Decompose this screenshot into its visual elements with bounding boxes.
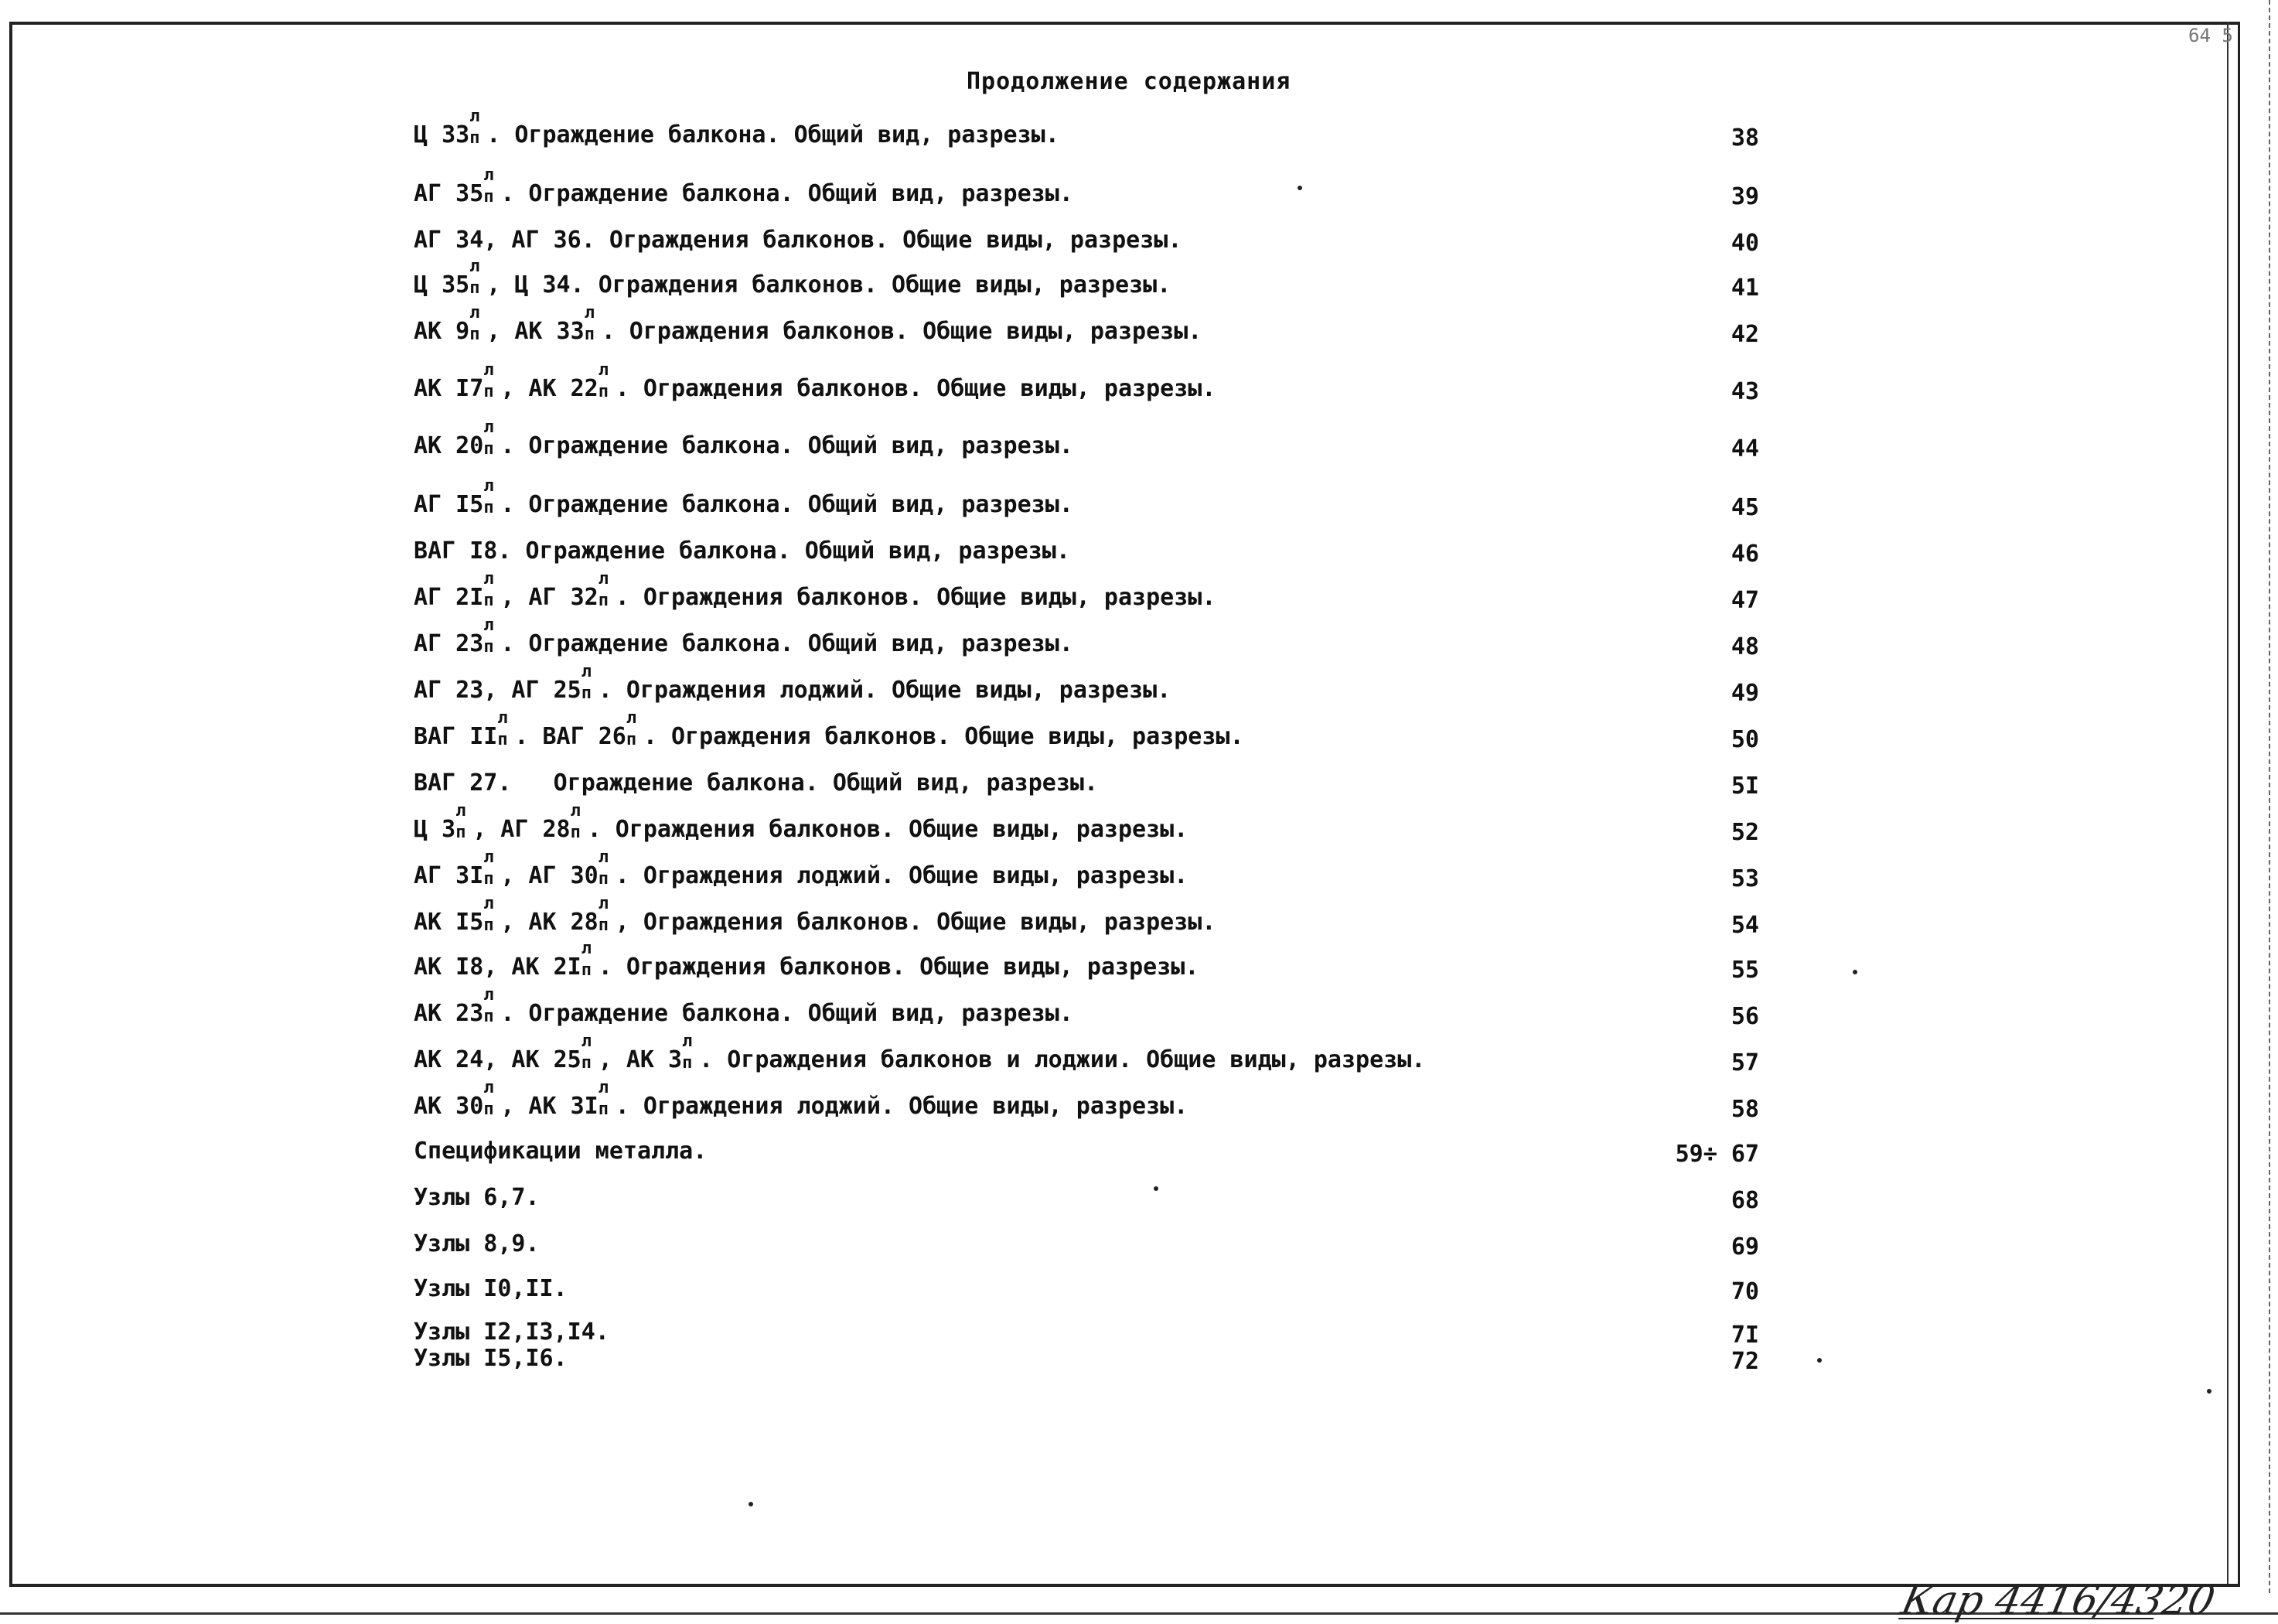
- toc-entry: АК 20 л п . Ограждение балкона. Общий вид, разрезы.: [414, 418, 1073, 459]
- scan-speck: [2207, 1389, 2212, 1394]
- index-suffix: л п: [469, 257, 480, 298]
- index-suffix: л п: [598, 894, 609, 935]
- toc-page: 53: [1731, 865, 1759, 892]
- toc-page: 69: [1731, 1233, 1759, 1261]
- index-suffix: л п: [483, 1078, 494, 1119]
- toc-page: 40: [1731, 230, 1759, 257]
- scan-speck: [1817, 1358, 1822, 1363]
- toc-page: 59÷ 67: [1675, 1141, 1759, 1168]
- index-suffix: л п: [598, 1078, 609, 1119]
- index-suffix: л п: [581, 939, 592, 980]
- index-suffix: л п: [570, 801, 581, 842]
- toc-row: [414, 1227, 1759, 1261]
- toc-entry: ВАГ 27. Ограждение балкона. Общий вид, разрезы.: [414, 769, 1099, 797]
- toc-row: [414, 165, 1759, 210]
- index-suffix: л п: [581, 1032, 592, 1073]
- index-suffix: л п: [483, 985, 494, 1026]
- toc-entry: АГ I5 л п . Ограждение балкона. Общий вид, разрезы.: [414, 476, 1073, 518]
- toc-row: [414, 1271, 1759, 1305]
- toc-row: [414, 360, 1759, 405]
- toc-row: [414, 303, 1759, 348]
- toc-row: [414, 616, 1759, 660]
- index-suffix: л п: [483, 569, 494, 610]
- toc-entry: Ц 3 л п , АГ 28 л п . Ограждения балконов. Общие виды, разрезы.: [414, 801, 1188, 843]
- toc-row: [414, 1180, 1759, 1214]
- index-suffix: л п: [483, 418, 494, 459]
- toc-page: 5I: [1731, 773, 1759, 800]
- index-suffix: л п: [598, 569, 609, 610]
- index-suffix: л п: [598, 848, 609, 889]
- toc-entry: АК I8, АК 2I л п . Ограждения балконов. Общие виды, разрезы.: [414, 939, 1199, 981]
- toc-row: [414, 766, 1759, 800]
- toc-page: 58: [1731, 1096, 1759, 1123]
- toc-page: 47: [1731, 587, 1759, 614]
- toc-entry: Узлы I5,I6.: [414, 1345, 568, 1372]
- toc-entry: АК 24, АК 25 л п , АК 3 л п . Ограждения балконов и лоджии. Общие виды, разрезы.: [414, 1032, 1426, 1073]
- toc-page: 70: [1731, 1278, 1759, 1305]
- index-suffix: л п: [483, 476, 494, 517]
- toc-page: 49: [1731, 680, 1759, 707]
- toc-page: 68: [1731, 1187, 1759, 1214]
- scan-speck: [1298, 186, 1302, 190]
- index-suffix: л п: [598, 360, 609, 401]
- toc-page: 54: [1731, 912, 1759, 939]
- index-suffix: л п: [483, 848, 494, 889]
- toc-row: [414, 534, 1759, 568]
- archive-stamp: Кар 4416/4320: [1897, 1578, 2219, 1624]
- toc-entry: Ц 35 л п , Ц 34. Ограждения балконов. Общие виды, разрезы.: [414, 257, 1171, 299]
- toc-entry: Узлы I0,II.: [414, 1275, 568, 1302]
- toc-page: 50: [1731, 726, 1759, 753]
- index-suffix: л п: [455, 801, 466, 842]
- toc-entry: АК 9 л п , АК 33 л п . Ограждения балконов. Общие виды, разрезы.: [414, 303, 1202, 345]
- toc-row: [414, 848, 1759, 892]
- toc-entry: АК 23 л п . Ограждение балкона. Общий вид, разрезы.: [414, 985, 1073, 1027]
- toc-page: 57: [1731, 1049, 1759, 1076]
- index-suffix: л п: [584, 303, 595, 344]
- toc-entry: АГ 23, АГ 25 л п . Ограждения лоджий. Общие виды, разрезы.: [414, 662, 1171, 704]
- toc-row: [414, 569, 1759, 614]
- toc-page: 48: [1731, 633, 1759, 660]
- scan-speck: [749, 1502, 753, 1506]
- toc-page: 45: [1731, 494, 1759, 521]
- toc-page: 39: [1731, 183, 1759, 210]
- toc-row: [414, 1078, 1759, 1123]
- toc-page: 43: [1731, 378, 1759, 405]
- index-suffix: л п: [581, 662, 592, 703]
- corner-code: 64 5: [2188, 25, 2233, 46]
- index-suffix: л п: [682, 1032, 693, 1073]
- toc-page: 41: [1731, 275, 1759, 302]
- toc-row: [414, 107, 1759, 152]
- toc-row: [414, 894, 1759, 939]
- toc-entry: Узлы 8,9.: [414, 1230, 540, 1257]
- toc-row: [414, 939, 1759, 984]
- toc-page: 55: [1731, 957, 1759, 984]
- frame-right-line: [2227, 22, 2229, 1584]
- toc-entry: ВАГ I8. Ограждение балкона. Общий вид, разрезы.: [414, 537, 1070, 565]
- scan-speck: [1853, 970, 1857, 974]
- toc-page: 56: [1731, 1003, 1759, 1030]
- sheet-edge-mark: [2269, 0, 2270, 1593]
- index-suffix: л п: [497, 708, 508, 749]
- page-title: Продолжение содержания: [967, 68, 1291, 95]
- toc-entry: АГ 23 л п . Ограждение балкона. Общий вид, разрезы.: [414, 616, 1073, 657]
- toc-entry: АГ 2I л п , АГ 32 л п . Ограждения балконов. Общие виды, разрезы.: [414, 569, 1216, 611]
- toc-entry: АГ 3I л п , АГ 30 л п . Ограждения лоджий. Общие виды, разрезы.: [414, 848, 1188, 889]
- index-suffix: л п: [483, 894, 494, 935]
- toc-page: 52: [1731, 819, 1759, 846]
- toc-page: 7I: [1731, 1322, 1759, 1349]
- toc-page: 46: [1731, 541, 1759, 568]
- toc-row: [414, 708, 1759, 753]
- index-suffix: л п: [469, 303, 480, 344]
- index-suffix: л п: [483, 616, 494, 657]
- toc-row: [414, 801, 1759, 846]
- toc-page: 72: [1731, 1348, 1759, 1375]
- toc-row: [414, 985, 1759, 1030]
- toc-entry: АГ 35 л п . Ограждение балкона. Общий вид, разрезы.: [414, 165, 1073, 207]
- toc-entry: Ц 33 л п . Ограждение балкона. Общий вид, разрезы.: [414, 107, 1059, 148]
- toc-page: 44: [1731, 435, 1759, 462]
- toc-row: [414, 223, 1759, 257]
- toc-entry: Узлы I2,I3,I4.: [414, 1319, 609, 1346]
- toc-row: [414, 1341, 1759, 1375]
- toc-entry: АК I5 л п , АК 28 л п , Ограждения балконов. Общие виды, разрезы.: [414, 894, 1216, 936]
- toc-entry: АК I7 л п , АК 22 л п . Ограждения балконов. Общие виды, разрезы.: [414, 360, 1216, 402]
- toc-entry: Узлы 6,7.: [414, 1184, 540, 1211]
- toc-row: [414, 1134, 1759, 1168]
- scan-speck: [1154, 1186, 1158, 1191]
- toc-page: 38: [1731, 125, 1759, 152]
- index-suffix: л п: [626, 708, 637, 749]
- toc-page: 42: [1731, 321, 1759, 348]
- toc-entry: АГ 34, АГ 36. Ограждения балконов. Общие виды, разрезы.: [414, 227, 1182, 254]
- index-suffix: л п: [469, 107, 480, 148]
- toc-row: [414, 476, 1759, 521]
- toc-entry: ВАГ II л п . ВАГ 26 л п . Ограждения балконов. Общие виды, разрезы.: [414, 708, 1244, 750]
- index-suffix: л п: [483, 165, 494, 206]
- toc-entry: Спецификации металла.: [414, 1138, 708, 1165]
- toc-row: [414, 257, 1759, 302]
- toc-entry: АК 30 л п , АК 3I л п . Ограждения лоджий. Общие виды, разрезы.: [414, 1078, 1188, 1120]
- toc-row: [414, 418, 1759, 462]
- toc-row: [414, 662, 1759, 707]
- toc-row: [414, 1032, 1759, 1076]
- index-suffix: л п: [483, 360, 494, 401]
